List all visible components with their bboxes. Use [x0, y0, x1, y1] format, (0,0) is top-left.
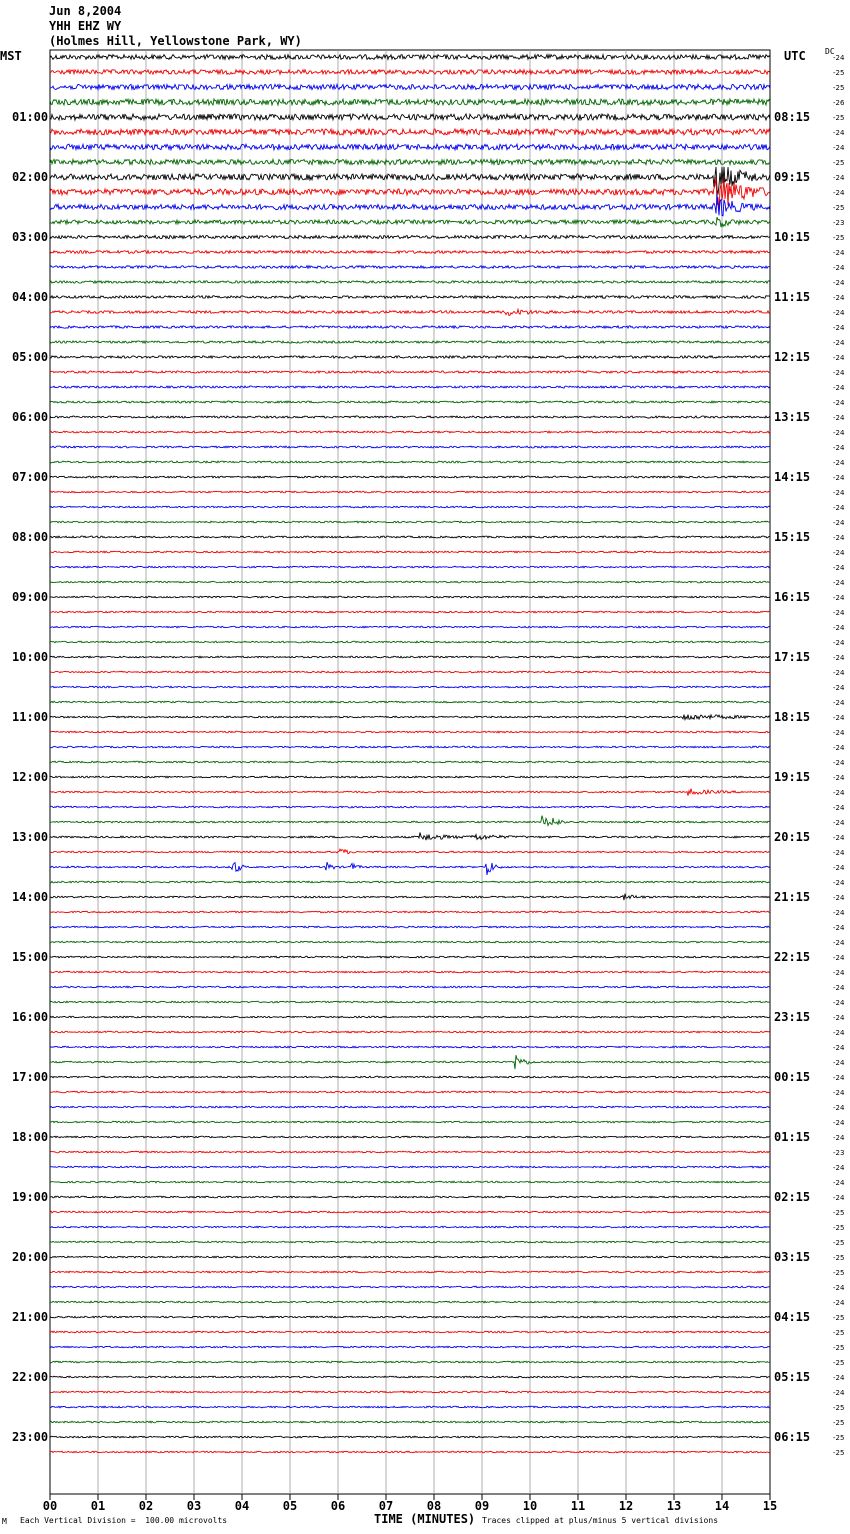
trace-line	[50, 881, 770, 883]
trace-line	[50, 956, 770, 958]
dc-offset-label: -24	[833, 954, 845, 962]
utc-hour-label: 08:15	[774, 110, 811, 124]
utc-hour-label: 14:15	[774, 470, 811, 484]
dc-offset-label: -24	[833, 669, 845, 677]
trace-line	[50, 1361, 770, 1363]
dc-offset-label: -24	[833, 804, 845, 812]
dc-offset-label: -24	[833, 534, 845, 542]
trace-line	[50, 581, 770, 583]
x-tick-label: 05	[282, 1499, 298, 1513]
dc-offset-label: -24	[833, 1119, 845, 1127]
mst-hour-label: 12:00	[12, 770, 49, 784]
x-tick-label: 00	[42, 1499, 58, 1513]
trace-line	[50, 1151, 770, 1153]
dc-offset-label: -24	[833, 1194, 845, 1202]
utc-hour-label: 10:15	[774, 230, 811, 244]
utc-hour-label: 09:15	[774, 170, 811, 184]
trace-line	[50, 551, 770, 553]
trace-line	[50, 671, 770, 673]
x-tick-label: 13	[666, 1499, 682, 1513]
trace-line	[50, 566, 770, 568]
header-station: YHH EHZ WY	[49, 19, 122, 33]
trace-line	[50, 894, 770, 900]
x-tick-label: 04	[234, 1499, 250, 1513]
x-tick-label: 11	[570, 1499, 586, 1513]
trace-line	[50, 806, 770, 808]
mst-hour-label: 15:00	[12, 950, 49, 964]
mst-hour-label: 06:00	[12, 410, 49, 424]
trace-line	[50, 1031, 770, 1033]
trace-line	[50, 326, 770, 328]
mst-hour-label: 14:00	[12, 890, 49, 904]
trace-line	[50, 816, 770, 826]
trace-line	[50, 1376, 770, 1378]
mst-hour-label: 04:00	[12, 290, 49, 304]
dc-offset-label: -25	[833, 1449, 845, 1457]
trace-line	[50, 341, 770, 343]
dc-offset-label: -24	[833, 834, 845, 842]
dc-offset-label: -24	[833, 444, 845, 452]
dc-offset-label: -24	[833, 594, 845, 602]
clip-note: Traces clipped at plus/minus 5 vertical divisions	[482, 1516, 719, 1525]
mst-hour-label: 11:00	[12, 710, 49, 724]
dc-offset-label: -25	[833, 1419, 845, 1427]
dc-offset-label: -24	[833, 924, 845, 932]
trace-line	[50, 971, 770, 973]
dc-offset-label: -24	[833, 939, 845, 947]
dc-offset-label: -25	[833, 114, 845, 122]
dc-offset-label: -25	[833, 1269, 845, 1277]
dc-offset-label: -25	[833, 1239, 845, 1247]
trace-line	[50, 1016, 770, 1018]
dc-offset-label: -24	[833, 399, 845, 407]
header-date: Jun 8,2004	[49, 4, 122, 18]
dc-offset-label: -24	[833, 744, 845, 752]
dc-offset-label: -24	[833, 324, 845, 332]
trace-line	[50, 55, 770, 60]
mst-hour-label: 17:00	[12, 1070, 49, 1084]
trace-line	[50, 731, 770, 733]
dc-offset-label: -24	[833, 369, 845, 377]
dc-offset-label: -24	[833, 174, 845, 182]
dc-offset-label: -24	[833, 549, 845, 557]
utc-hour-label: 11:15	[774, 290, 811, 304]
dc-offset-label: -24	[833, 339, 845, 347]
mst-hour-label: 18:00	[12, 1130, 49, 1144]
trace-line	[50, 1256, 770, 1258]
header-location: (Holmes Hill, Yellowstone Park, WY)	[49, 34, 302, 48]
dc-offset-label: -24	[833, 1134, 845, 1142]
utc-hour-label: 18:15	[774, 710, 811, 724]
trace-line	[50, 1121, 770, 1123]
dc-offset-label: -24	[833, 54, 845, 62]
mst-hour-label: 20:00	[12, 1250, 49, 1264]
trace-line	[50, 1091, 770, 1093]
trace-line	[50, 309, 770, 315]
trace-line	[50, 84, 770, 89]
trace-line	[50, 1316, 770, 1318]
dc-offset-label: -24	[833, 1179, 845, 1187]
dc-offset-label: -25	[833, 234, 845, 242]
dc-offset-label: -24	[833, 564, 845, 572]
dc-offset-label: -24	[833, 654, 845, 662]
mst-hour-label: 02:00	[12, 170, 49, 184]
dc-offset-label: -24	[833, 294, 845, 302]
dc-offset-label: -24	[833, 909, 845, 917]
x-tick-label: 07	[378, 1499, 394, 1513]
dc-offset-label: -24	[833, 519, 845, 527]
trace-line	[50, 1241, 770, 1243]
trace-line	[50, 701, 770, 703]
x-tick-label: 14	[714, 1499, 730, 1513]
x-tick-label: 10	[522, 1499, 538, 1513]
trace-line	[50, 144, 770, 150]
x-tick-label: 12	[618, 1499, 634, 1513]
trace-line	[50, 431, 770, 433]
x-tick-label: 06	[330, 1499, 346, 1513]
dc-offset-label: -25	[833, 1254, 845, 1262]
dc-offset-label: -24	[833, 1284, 845, 1292]
trace-line	[50, 1451, 770, 1453]
trace-line	[50, 1001, 770, 1003]
trace-line	[50, 833, 770, 841]
x-tick-label: 15	[762, 1499, 778, 1513]
right-axis-title: UTC	[784, 49, 806, 63]
dc-offset-label: -26	[833, 99, 845, 107]
dc-offset-label: -25	[833, 1329, 845, 1337]
dc-offset-label: -24	[833, 144, 845, 152]
trace-line	[50, 217, 770, 227]
mst-hour-label: 21:00	[12, 1310, 49, 1324]
dc-offset-label: -24	[833, 249, 845, 257]
dc-offset-label: -24	[833, 354, 845, 362]
trace-line	[50, 461, 770, 463]
trace-line	[50, 194, 770, 216]
dc-offset-label: -25	[833, 1314, 845, 1322]
trace-line	[50, 1136, 770, 1138]
trace-line	[50, 746, 770, 748]
dc-offset-label: -24	[833, 609, 845, 617]
trace-line	[50, 911, 770, 913]
utc-hour-label: 03:15	[774, 1250, 811, 1264]
trace-line	[50, 941, 770, 943]
utc-hour-label: 15:15	[774, 530, 811, 544]
utc-hour-label: 17:15	[774, 650, 811, 664]
utc-hour-label: 01:15	[774, 1130, 811, 1144]
trace-line	[50, 506, 770, 508]
dc-offset-label: -24	[833, 474, 845, 482]
left-axis-title: MST	[0, 49, 22, 63]
mst-hour-label: 03:00	[12, 230, 49, 244]
trace-line	[50, 926, 770, 928]
mst-hour-label: 09:00	[12, 590, 49, 604]
dc-offset-label: -24	[833, 624, 845, 632]
dc-offset-label: -24	[833, 984, 845, 992]
dc-offset-label: -25	[833, 1359, 845, 1367]
x-tick-label: 01	[90, 1499, 106, 1513]
dc-offset-label: -24	[833, 759, 845, 767]
trace-line	[50, 521, 770, 523]
trace-line	[50, 1286, 770, 1288]
utc-hour-label: 21:15	[774, 890, 811, 904]
utc-hour-label: 02:15	[774, 1190, 811, 1204]
trace-line	[50, 416, 770, 418]
trace-line	[50, 1055, 770, 1069]
dc-label: DC	[825, 47, 835, 56]
trace-line	[50, 1166, 770, 1168]
trace-line	[50, 715, 770, 720]
dc-offset-label: -24	[833, 429, 845, 437]
corner-mark: M	[2, 1517, 7, 1526]
trace-line	[50, 1271, 770, 1273]
dc-offset-label: -24	[833, 264, 845, 272]
trace-line	[50, 70, 770, 75]
dc-offset-label: -23	[833, 1149, 845, 1157]
trace-line	[50, 536, 770, 538]
dc-offset-label: -24	[833, 789, 845, 797]
dc-offset-label: -25	[833, 204, 845, 212]
dc-offset-label: -24	[833, 684, 845, 692]
trace-line	[50, 386, 770, 388]
trace-line	[50, 266, 770, 269]
x-tick-label: 08	[426, 1499, 442, 1513]
dc-offset-label: -24	[833, 414, 845, 422]
trace-line	[50, 849, 770, 854]
utc-hour-label: 22:15	[774, 950, 811, 964]
utc-hour-label: 19:15	[774, 770, 811, 784]
dc-offset-label: -24	[833, 894, 845, 902]
mst-hour-label: 10:00	[12, 650, 49, 664]
x-tick-label: 02	[138, 1499, 154, 1513]
dc-offset-label: -24	[833, 639, 845, 647]
dc-offset-label: -24	[833, 714, 845, 722]
dc-offset-label: -24	[833, 309, 845, 317]
utc-hour-label: 12:15	[774, 350, 811, 364]
trace-line	[50, 761, 770, 763]
trace-line	[50, 1181, 770, 1183]
trace-line	[50, 986, 770, 988]
dc-offset-label: -24	[833, 729, 845, 737]
dc-offset-label: -24	[833, 1374, 845, 1382]
dc-offset-label: -24	[833, 969, 845, 977]
utc-hour-label: 06:15	[774, 1430, 811, 1444]
trace-line	[50, 1301, 770, 1303]
dc-offset-label: -24	[833, 879, 845, 887]
utc-hour-label: 16:15	[774, 590, 811, 604]
dc-offset-label: -24	[833, 1164, 845, 1172]
trace-line	[50, 611, 770, 613]
mst-hour-label: 01:00	[12, 110, 49, 124]
dc-offset-label: -24	[833, 1104, 845, 1112]
dc-offset-label: -24	[833, 1014, 845, 1022]
trace-line	[50, 476, 770, 478]
dc-offset-label: -24	[833, 774, 845, 782]
trace-line	[50, 789, 770, 796]
utc-hour-label: 20:15	[774, 830, 811, 844]
dc-offset-label: -24	[833, 849, 845, 857]
dc-offset-label: -24	[833, 579, 845, 587]
trace-line	[50, 1436, 770, 1438]
dc-offset-label: -25	[833, 159, 845, 167]
dc-offset-label: -24	[833, 1089, 845, 1097]
trace-line	[50, 776, 770, 778]
trace-line	[50, 1226, 770, 1228]
dc-offset-label: -23	[833, 219, 845, 227]
mst-hour-label: 16:00	[12, 1010, 49, 1024]
trace-line	[50, 401, 770, 403]
trace-line	[50, 1196, 770, 1198]
trace-line	[50, 356, 770, 358]
trace-line	[50, 626, 770, 628]
trace-line	[50, 296, 770, 299]
x-axis-title: TIME (MINUTES)	[374, 1512, 476, 1526]
utc-hour-label: 13:15	[774, 410, 811, 424]
trace-line	[50, 686, 770, 688]
dc-offset-label: -24	[833, 1059, 845, 1067]
utc-hour-label: 23:15	[774, 1010, 811, 1024]
dc-offset-label: -24	[833, 999, 845, 1007]
mst-hour-label: 23:00	[12, 1430, 49, 1444]
trace-line	[50, 1391, 770, 1393]
dc-offset-label: -24	[833, 189, 845, 197]
dc-offset-label: -25	[833, 1209, 845, 1217]
dc-offset-label: -24	[833, 279, 845, 287]
trace-line	[50, 1076, 770, 1078]
trace-line	[50, 862, 770, 875]
dc-offset-label: -24	[833, 1074, 845, 1082]
trace-line	[50, 491, 770, 493]
x-tick-label: 09	[474, 1499, 490, 1513]
trace-line	[50, 114, 770, 120]
dc-offset-label: -25	[833, 1404, 845, 1412]
mst-hour-label: 08:00	[12, 530, 49, 544]
trace-line	[50, 159, 770, 164]
mst-hour-label: 05:00	[12, 350, 49, 364]
trace-line	[50, 281, 770, 283]
trace-line	[50, 99, 770, 105]
dc-offset-label: -25	[833, 84, 845, 92]
dc-offset-label: -25	[833, 1224, 845, 1232]
dc-offset-label: -24	[833, 504, 845, 512]
dc-offset-label: -24	[833, 819, 845, 827]
utc-hour-label: 04:15	[774, 1310, 811, 1324]
dc-offset-label: -24	[833, 129, 845, 137]
mst-hour-label: 19:00	[12, 1190, 49, 1204]
trace-line	[50, 596, 770, 598]
trace-line	[50, 1331, 770, 1333]
dc-offset-label: -24	[833, 1044, 845, 1052]
trace-line	[50, 641, 770, 643]
trace-line	[50, 235, 770, 238]
trace-line	[50, 129, 770, 135]
dc-offset-label: -24	[833, 1299, 845, 1307]
dc-offset-label: -25	[833, 1434, 845, 1442]
trace-line	[50, 1046, 770, 1048]
trace-line	[50, 251, 770, 254]
dc-offset-label: -24	[833, 1389, 845, 1397]
trace-line	[50, 656, 770, 658]
utc-hour-label: 00:15	[774, 1070, 811, 1084]
trace-line	[50, 1211, 770, 1213]
trace-line	[50, 446, 770, 448]
trace-line	[50, 1421, 770, 1423]
trace-line	[50, 371, 770, 373]
trace-line	[50, 1106, 770, 1108]
dc-offset-label: -24	[833, 384, 845, 392]
scale-note: Each Vertical Division = 100.00 microvolts	[20, 1516, 228, 1525]
utc-hour-label: 05:15	[774, 1370, 811, 1384]
dc-offset-label: -25	[833, 69, 845, 77]
dc-offset-label: -24	[833, 459, 845, 467]
x-tick-label: 03	[186, 1499, 202, 1513]
dc-offset-label: -25	[833, 1344, 845, 1352]
trace-line	[50, 1406, 770, 1408]
mst-hour-label: 07:00	[12, 470, 49, 484]
mst-hour-label: 22:00	[12, 1370, 49, 1384]
dc-offset-label: -24	[833, 864, 845, 872]
dc-offset-label: -24	[833, 489, 845, 497]
dc-offset-label: -24	[833, 1029, 845, 1037]
dc-offset-label: -24	[833, 699, 845, 707]
mst-hour-label: 13:00	[12, 830, 49, 844]
trace-line	[50, 1346, 770, 1348]
